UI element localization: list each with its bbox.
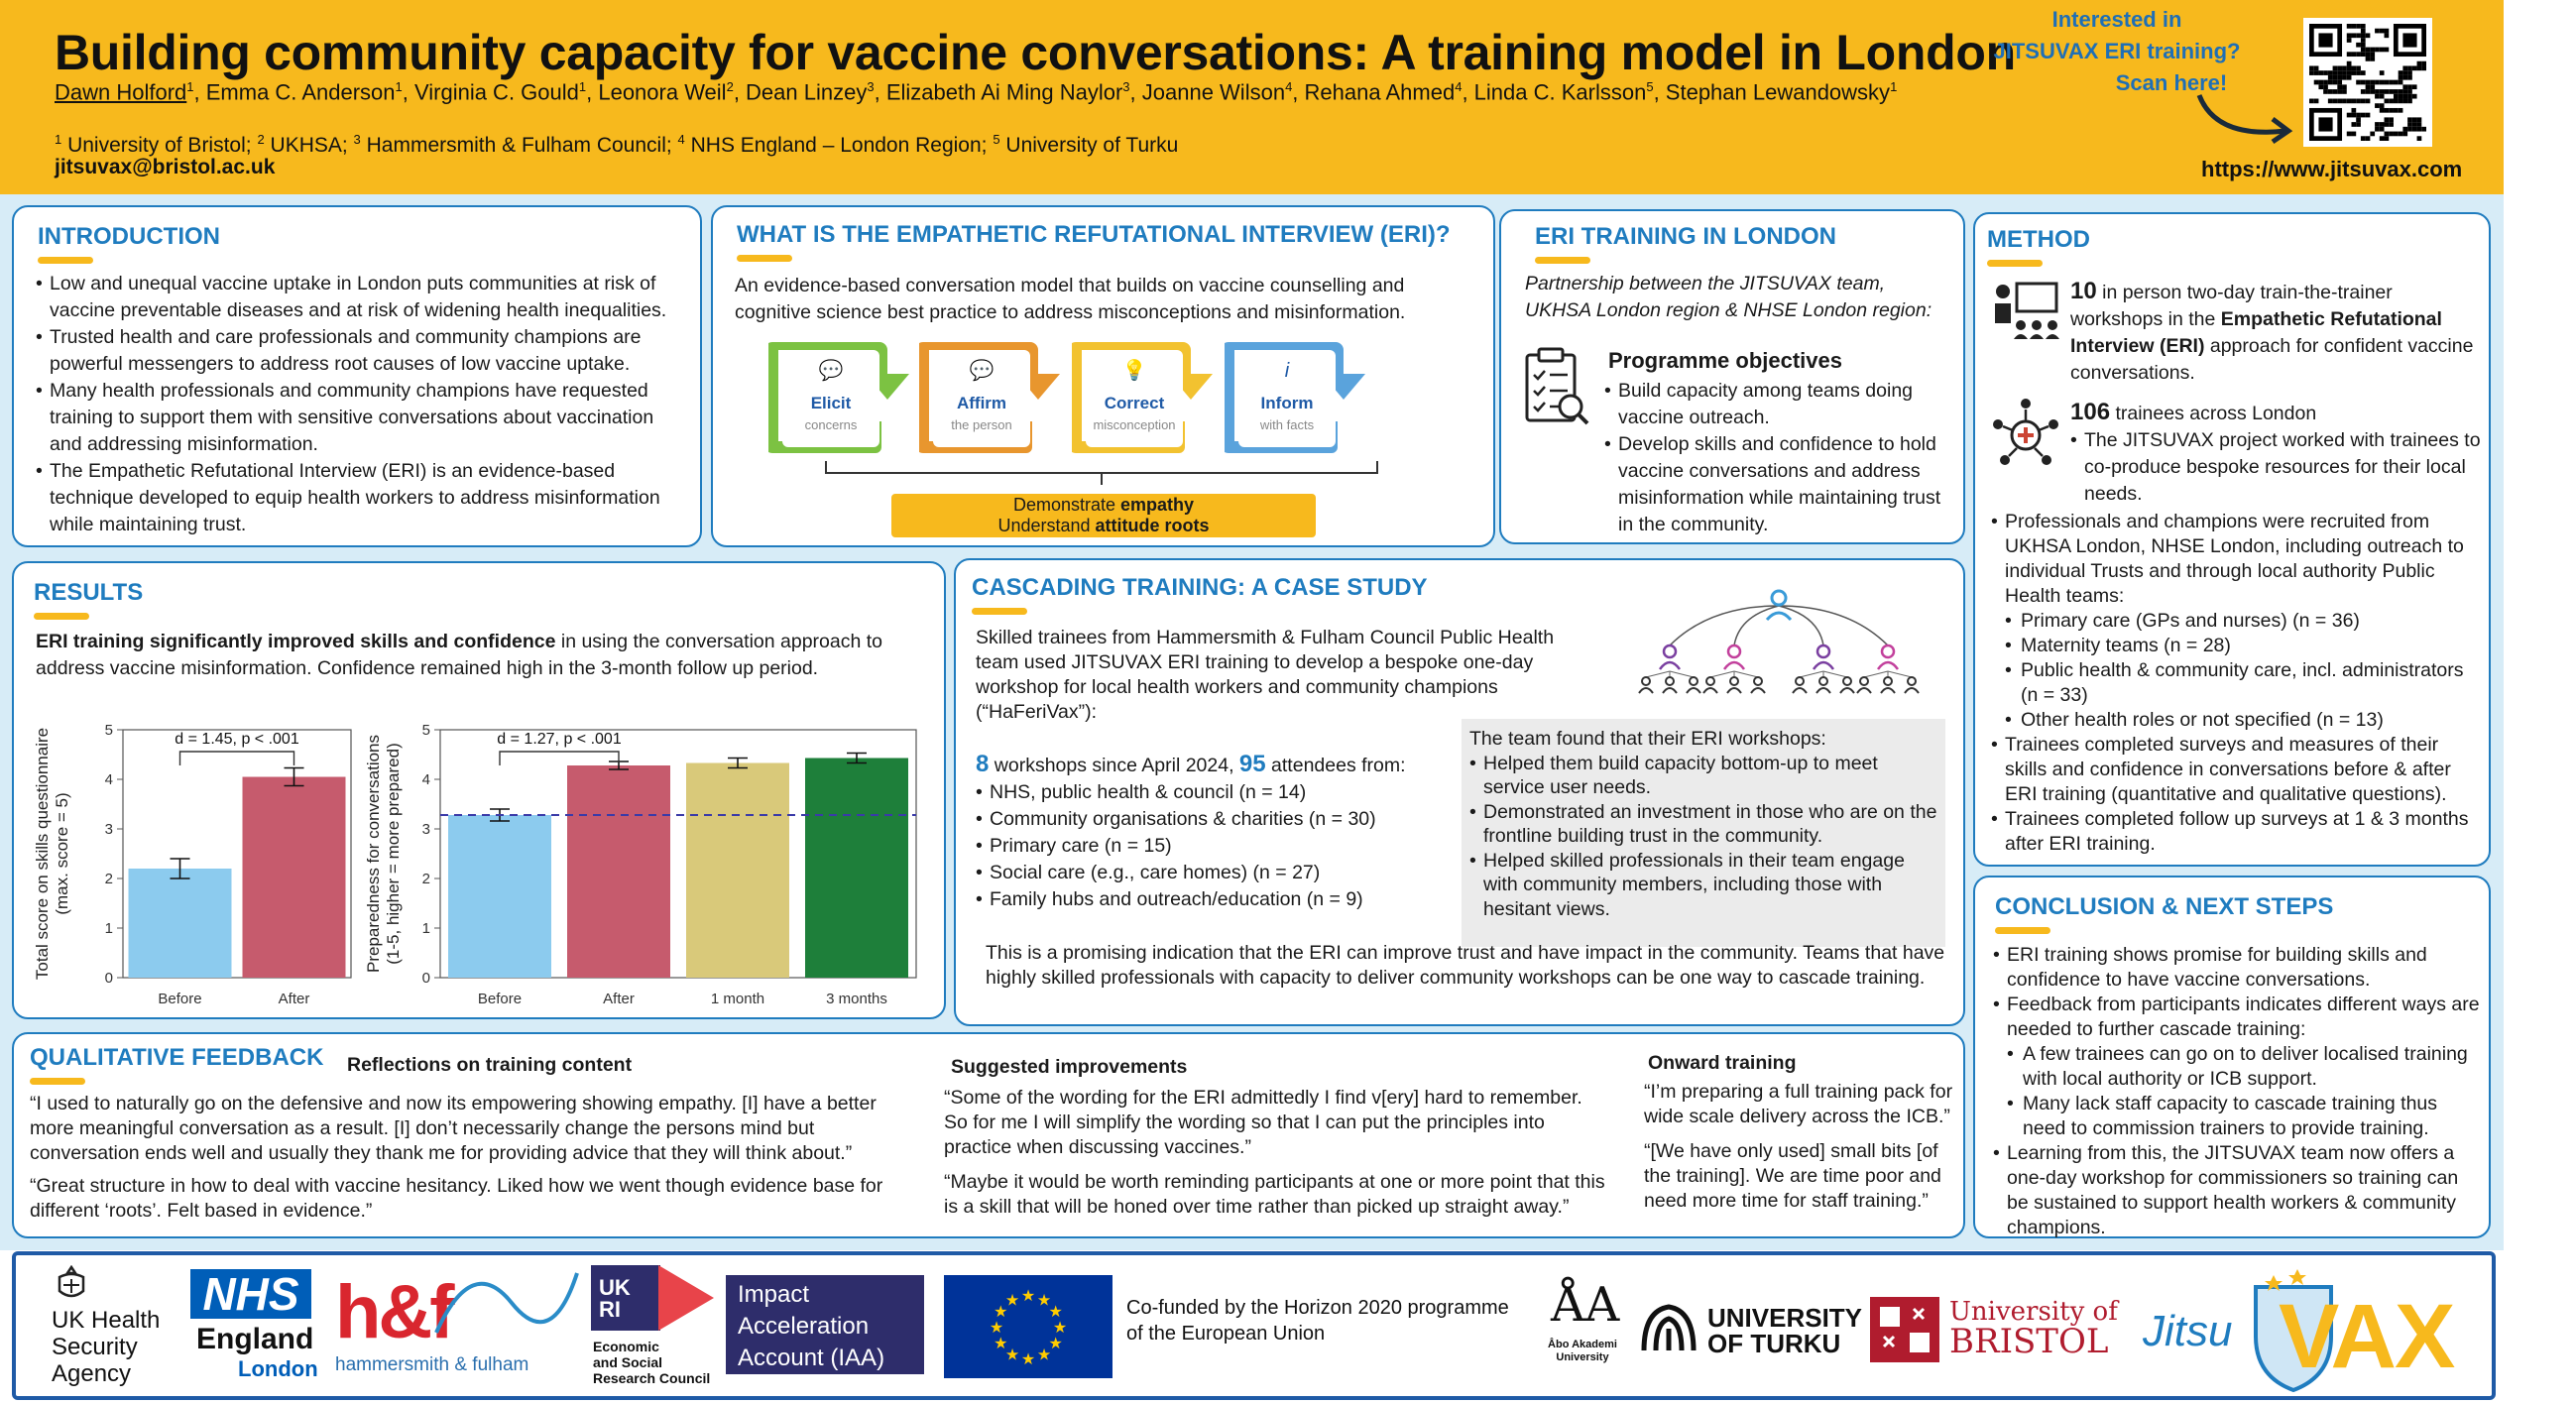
conclusion-panel <box>1973 876 2491 1238</box>
list-item: • Build capacity among teams doing vaccine outreach. <box>1604 378 1955 431</box>
star-icon: ★ <box>1020 1288 1036 1305</box>
method-heading: METHOD <box>1987 226 2090 253</box>
heading-underline <box>1535 257 1590 264</box>
river-swoosh-icon <box>432 1263 581 1343</box>
significance-label: d = 1.27, p < .001 <box>497 731 622 748</box>
connector <box>1710 671 1734 677</box>
qr-prompt-line: Interested in <box>2051 7 2182 32</box>
author-affiliation-number: 4 <box>1285 79 1293 94</box>
website-link[interactable]: https://www.jitsuvax.com <box>2201 157 2463 181</box>
findings-text <box>1469 727 1939 921</box>
list-item: • Low and unequal vaccine uptake in London puts communities at risk of vaccine preventable diseases and at risk of widening health inequalities. <box>36 271 690 324</box>
person-icon <box>1663 688 1677 693</box>
cascade-heading: CASCADING TRAINING: A CASE STUDY <box>972 574 1428 601</box>
y-tick-label: 3 <box>104 821 113 838</box>
person-icon <box>1908 677 1916 685</box>
text: trainees across London <box>2110 403 2317 424</box>
person-icon <box>1660 662 1680 669</box>
list-item: • Public health & community care, incl. administrators (n = 33) <box>1991 658 2483 708</box>
contact-email[interactable]: jitsuvax@bristol.ac.uk <box>55 156 276 178</box>
healthcare-network-icon <box>1985 395 2066 476</box>
ukhsa-logo <box>52 1307 160 1387</box>
cascade-intro: Skilled trainees from Hammersmith & Fulham Council Public Health team used JITSUVAX ERI training to develop a bespoke one-day workshop for local health workers and community champions (“HaFeriVax”): <box>976 627 1555 723</box>
person-icon <box>1687 688 1700 693</box>
feedback-panel <box>12 1032 1965 1238</box>
hf-text: hammersmith & fulham <box>335 1354 529 1375</box>
eri-panel <box>711 205 1495 547</box>
author-affiliation-number: 1 <box>395 79 403 94</box>
person-icon <box>1666 677 1674 685</box>
qr-code-icon[interactable] <box>2303 18 2432 147</box>
y-tick-label: 4 <box>421 771 430 788</box>
turku-text <box>1707 1305 1862 1356</box>
list-item: • Professionals and champions were recruited from UKHSA London, NHSE London, including outreach to individual Trusts and through local authority Public Health teams: <box>1991 510 2483 609</box>
objectives-title: Programme objectives <box>1608 348 1842 373</box>
connector <box>1670 671 1694 677</box>
eu-flag-icon <box>944 1275 1112 1378</box>
col2-title: Suggested improvements <box>951 1056 1188 1078</box>
person-icon <box>1905 688 1919 693</box>
list-item: • Helped skilled professionals in their team engage with community members, including those with hesitant views. <box>1469 849 1939 922</box>
cascade-panel <box>954 558 1965 1026</box>
method-workshops <box>2070 278 2481 387</box>
method-panel <box>1973 212 2491 867</box>
list-item: • Develop skills and confidence to hold vaccine conversations and address misinformation while maintaining trust in the community. <box>1604 431 1955 538</box>
affiliation-name: University of Turku <box>999 134 1179 157</box>
banner-text: Demonstrate <box>1012 495 1120 515</box>
quote: “I’m preparing a full training pack for wide scale delivery across the ICB.” <box>1644 1081 1953 1127</box>
star-icon: ★ <box>989 1320 1004 1337</box>
eri-step-icon: i <box>1284 360 1290 382</box>
author-affiliation-number: 1 <box>1890 79 1898 94</box>
author-name: Dawn Holford <box>55 79 187 105</box>
bar <box>805 759 908 979</box>
author-affiliation-number: 1 <box>186 79 194 94</box>
bracket <box>824 459 1379 485</box>
affiliation-number: 2 <box>257 132 265 147</box>
y-tick-label: 5 <box>104 722 113 739</box>
list-item: • Many health professionals and community champions have requested training to support them with sensitive conversations about vaccination and addressing misinformation. <box>36 378 690 458</box>
star-icon: ★ <box>1048 1336 1063 1352</box>
axis-label: (1-5, higher = more prepared) <box>384 743 403 965</box>
ukri-logo-text: UK RI <box>599 1275 631 1322</box>
jitsu-text: Jitsu <box>2143 1307 2233 1355</box>
training-heading: ERI TRAINING IN LONDON <box>1535 223 1836 250</box>
eri-step-subtitle: the person <box>951 417 1012 432</box>
logo-text: Research Council <box>593 1370 711 1386</box>
col3-title: Onward training <box>1648 1052 1797 1074</box>
y-tick-label: 5 <box>421 722 430 739</box>
person-icon <box>1843 677 1851 685</box>
training-panel <box>1499 209 1965 544</box>
logo-footer <box>12 1251 2496 1400</box>
person-icon <box>1754 677 1762 685</box>
person-icon <box>1881 688 1895 693</box>
y-tick-label: 2 <box>421 871 430 887</box>
person-icon <box>1860 677 1868 685</box>
list-item: • ERI training shows promise for building skills and confidence to have vaccine conversations. <box>1993 943 2483 993</box>
conclusion-text <box>1993 943 2483 1240</box>
affiliation-number: 4 <box>677 132 685 147</box>
bristol-crest-icon <box>1870 1297 1939 1362</box>
list-item: • Trusted health and care professionals and community champions are powerful messengers to address root causes of low vaccine uptake. <box>36 324 690 378</box>
logo-text: UK Health <box>52 1307 161 1334</box>
author-name: Rehana Ahmed <box>1304 79 1456 105</box>
person-icon <box>1793 688 1807 693</box>
x-tick-label: 3 months <box>826 991 887 1007</box>
author-name: Virginia C. Gould <box>413 79 579 105</box>
person-icon <box>1690 677 1698 685</box>
results-heading: RESULTS <box>34 579 144 606</box>
results-lead <box>36 629 928 682</box>
y-tick-label: 3 <box>421 821 430 838</box>
presenter-icon <box>1991 280 2060 345</box>
attendance-summary <box>976 751 1471 779</box>
logo-text: Security <box>52 1334 138 1360</box>
col1-title: Reflections on training content <box>347 1054 633 1076</box>
introduction-heading: INTRODUCTION <box>38 223 220 250</box>
person-icon <box>1817 645 1829 657</box>
star-icon: ★ <box>994 1336 1008 1352</box>
author-affiliation-number: 4 <box>1455 79 1463 94</box>
bar <box>448 815 551 978</box>
author-list: Dawn Holford$^1$, Emma C. Anderson$^1$, Virginia C. Gould$^1$, Leonora Weil$^2$, Dean Linzey$^3$, Elizabeth Ai Ming Naylor$^3$, Joanne Wilson$^4$, Rehana Ahmed$^4$, Linda C. Karlsson$^5$, Stephan Lewandowsky$^1$ <box>55 79 1898 105</box>
banner-text: Understand <box>997 516 1096 535</box>
list-item: • Feedback from participants indicates different ways are needed to further cascade training: <box>1993 993 2483 1042</box>
eri-step-subtitle: misconception <box>1093 417 1176 432</box>
heading-underline <box>34 613 89 620</box>
person-icon <box>1814 662 1833 669</box>
star-icon: ★ <box>994 1304 1008 1321</box>
eri-step-subtitle: with facts <box>1259 417 1315 432</box>
bar <box>129 869 232 978</box>
person-icon <box>1819 677 1827 685</box>
person-icon <box>1730 677 1738 685</box>
list-item: • A few trainees can go on to deliver localised training with local authority or ICB support. <box>1993 1042 2483 1092</box>
quote: “I used to naturally go on the defensive and now its empowering showing empathy. [I] have a better more meaningful conversation as a result. [I] don’t necessarily change the persons mind but conversation ends well and usually they thank me for providing advice that they will think about.” <box>30 1093 877 1164</box>
person-icon <box>1878 662 1898 669</box>
iaa-logo <box>726 1275 924 1374</box>
connector <box>1646 671 1670 677</box>
x-tick-label: After <box>603 991 635 1007</box>
author-affiliation-number: 3 <box>1122 79 1130 94</box>
affiliation-name: Hammersmith & Fulham Council <box>360 134 666 157</box>
text: in person two-day train-the-trainer workshops in the <box>2070 282 2393 330</box>
person-icon <box>1796 677 1804 685</box>
feedback-heading: QUALITATIVE FEEDBACK <box>30 1044 324 1071</box>
list-item: • Trainees completed follow up surveys at 1 & 3 months after ERI training. <box>1991 807 2483 857</box>
eu-funding-text <box>1126 1295 1509 1346</box>
star-icon: ★ <box>1020 1351 1036 1368</box>
author-affiliation-number: 2 <box>726 79 734 94</box>
star-icon: ★ <box>1052 1320 1068 1337</box>
banner-bold: empathy <box>1120 495 1195 515</box>
heading-underline <box>972 608 1027 615</box>
poster-header <box>0 0 2504 194</box>
significance-bracket <box>180 752 294 765</box>
author-name: Linda C. Karlsson <box>1473 79 1647 105</box>
cascade-hierarchy-icon <box>1630 586 1928 695</box>
logo-text: Impact <box>738 1281 810 1308</box>
heading-underline <box>1987 260 2043 267</box>
nhs-london-text: London <box>238 1356 318 1381</box>
vax-text: VAX <box>2279 1286 2454 1387</box>
star-icon: ★ <box>1004 1346 1020 1364</box>
eri-step-title: Affirm <box>956 394 1007 412</box>
axis-label: Preparedness for conversations <box>364 734 383 974</box>
arrow-icon <box>2191 87 2300 147</box>
significance-bracket <box>500 752 619 765</box>
poster-title: Building community capacity for vaccine conversations: A training model in London <box>55 25 2016 80</box>
text-bold: Empathetic Refutational Interview (ERI) <box>2070 308 2442 357</box>
introduction-panel <box>12 205 702 547</box>
logo-text: of the European Union <box>1126 1323 1326 1345</box>
bar <box>567 765 670 978</box>
person-icon <box>1751 688 1765 693</box>
conclusion-heading: CONCLUSION & NEXT STEPS <box>1995 893 2334 920</box>
person-icon <box>1882 645 1894 657</box>
banner-line <box>891 495 1316 516</box>
list-item: • Maternity teams (n = 28) <box>1991 634 2483 658</box>
x-tick-label: Before <box>477 991 523 1007</box>
connector <box>1734 671 1758 677</box>
logo-text: and Social <box>593 1354 663 1370</box>
empathy-banner <box>891 494 1316 537</box>
logo-text: University of <box>1949 1297 2118 1327</box>
workshops-count: 8 <box>976 751 990 777</box>
person-icon <box>1857 688 1871 693</box>
heading-underline <box>1995 927 2050 934</box>
list-item: • Family hubs and outreach/education (n = 9) <box>976 886 1471 913</box>
banner-line <box>891 516 1316 536</box>
eri-step-icon: 💬 <box>818 360 844 382</box>
eri-step-icon: 💡 <box>1121 360 1147 382</box>
person-icon <box>1724 662 1744 669</box>
attendees-count: 95 <box>1238 751 1266 777</box>
logo-text: UNIVERSITY <box>1707 1303 1863 1333</box>
list-item: • Many lack staff capacity to cascade training thus need to commission trainers to provide training. <box>1993 1092 2483 1141</box>
author-affiliation-number: 5 <box>1646 79 1654 94</box>
affiliation-number: 3 <box>353 132 361 147</box>
skills-bar-chart <box>32 700 369 1017</box>
y-tick-label: 0 <box>421 970 430 987</box>
quote: “[We have only used] small bits [of the training]. We are time poor and need more time for staff training.” <box>1644 1140 1941 1212</box>
trainees-count: 106 <box>2070 399 2111 425</box>
col1-quotes <box>30 1092 912 1224</box>
author-name: Emma C. Anderson <box>205 79 396 105</box>
axis-label: Total score on skills questionnaire <box>33 727 52 981</box>
quote: “Great structure in how to deal with vaccine hesitancy. Liked how we went though evidence base for different ‘roots’. Felt based in evidence.” <box>30 1175 883 1222</box>
affiliation-name: UKHSA <box>264 134 342 157</box>
person-icon <box>1639 688 1653 693</box>
eri-step-icon: 💬 <box>969 360 995 382</box>
author-affiliation-number: 3 <box>867 79 875 94</box>
star-icon: ★ <box>1036 1292 1052 1310</box>
author-name: Stephan Lewandowsky <box>1665 79 1891 105</box>
qr-prompt-line: Scan here! <box>2115 70 2228 95</box>
logo-text: BRISTOL <box>1949 1322 2109 1361</box>
heading-underline <box>737 255 792 262</box>
preparedness-bar-chart <box>363 700 928 1017</box>
quote: “Some of the wording for the ERI admittedly I find v[ery] hard to remember. So for me I will simplify the wording so that I can put the principles into practice when discussing vaccines.” <box>944 1087 1582 1158</box>
logo-text: Economic <box>593 1339 659 1354</box>
eri-step-title: Inform <box>1260 394 1314 412</box>
logo-text: Account (IAA) <box>738 1345 885 1371</box>
qr-prompt-line: JITSUVAX ERI training? <box>1993 39 2241 63</box>
connector <box>1864 671 1888 677</box>
heading-underline <box>30 1078 85 1085</box>
list-item: • The JITSUVAX project worked with trainees to co-produce bespoke resources for their local needs. <box>2070 427 2481 508</box>
method-details <box>1991 510 2483 857</box>
list-item: • The Empathetic Refutational Interview (ERI) is an evidence-based technique developed to equip health workers to address misinformation while maintaining trust. <box>36 458 690 538</box>
logo-text: Agency <box>52 1360 132 1387</box>
person-icon <box>1727 688 1741 693</box>
training-partnership: Partnership between the JITSUVAX team, UKHSA London region & NHSE London region: <box>1525 273 1932 321</box>
conference-sidebar <box>2504 0 2576 1404</box>
method-trainees <box>2070 399 2481 508</box>
bristol-text <box>1949 1297 2118 1361</box>
bar <box>243 777 346 979</box>
quote: “Maybe it would be worth reminding participants at one or more point that this is a skill that will be honed over time rather than picked up straight away.” <box>944 1171 1605 1218</box>
list-item: • Helped them build capacity bottom-up to meet service user needs. <box>1469 752 1939 800</box>
list-item: • Learning from this, the JITSUVAX team now offers a one-day workshop for commissioners so training can be sustained to support health workers & community champions. <box>1993 1141 2483 1240</box>
heading-underline <box>38 257 93 264</box>
list-item: • Demonstrated an investment in those who are on the frontline building trust in the community. <box>1469 800 1939 849</box>
significance-label: d = 1.45, p < .001 <box>175 731 299 748</box>
eri-step-title: Elicit <box>810 394 852 412</box>
person-icon <box>1703 688 1717 693</box>
logo-text: Co-funded by the Horizon 2020 programme <box>1126 1297 1509 1319</box>
eri-heading: WHAT IS THE EMPATHETIC REFUTATIONAL INTERVIEW (ERI)? <box>737 221 1451 248</box>
y-tick-label: 1 <box>421 920 430 937</box>
eri-intro: An evidence-based conversation model that builds on vaccine counselling and cognitive science best practice to address misconceptions and misinformation. <box>735 275 1406 323</box>
cascade-attendance <box>976 751 1471 913</box>
star-icon: ★ <box>1036 1346 1052 1364</box>
star-icon: ★ <box>1004 1292 1020 1310</box>
author-affiliation-number: 1 <box>578 79 587 94</box>
abo-logo: ÅA <box>1551 1277 1620 1333</box>
esrc-text <box>593 1339 710 1386</box>
person-icon <box>1884 677 1892 685</box>
list-item: • NHS, public health & council (n = 14) <box>976 779 1471 806</box>
nhs-logo: NHS <box>190 1269 311 1319</box>
person-icon <box>1728 645 1740 657</box>
workshops-count: 10 <box>2070 278 2097 304</box>
text-bold: ERI training significantly improved skills and confidence <box>36 631 556 652</box>
col3-quotes <box>1644 1080 1953 1214</box>
results-panel <box>12 561 946 1019</box>
clipboard-checklist-icon <box>1521 345 1590 426</box>
eri-step-subtitle: concerns <box>804 417 858 432</box>
person-icon <box>1840 688 1854 693</box>
connector <box>1800 671 1823 677</box>
list-item: • Primary care (n = 15) <box>976 833 1471 860</box>
list-item: • Other health roles or not specified (n = 13) <box>1991 708 2483 733</box>
person-icon <box>1642 677 1650 685</box>
y-tick-label: 4 <box>104 771 113 788</box>
connector <box>1823 671 1847 677</box>
affiliation-number: 5 <box>993 132 1000 147</box>
person-icon <box>1664 645 1676 657</box>
introduction-text <box>36 271 690 538</box>
objectives-list <box>1604 378 1955 538</box>
text: attendees from: <box>1265 755 1406 776</box>
logo-text: University <box>1556 1351 1609 1363</box>
eri-step-title: Correct <box>1104 394 1165 412</box>
cascade-conclusion: This is a promising indication that the ERI can improve trust and have impact in the community. Teams that have highly skilled professionals with capacity to deliver community workshops can be one way to cascade training. <box>986 942 1945 989</box>
y-tick-label: 1 <box>104 920 113 937</box>
axis-label: (max. score = 5) <box>53 792 71 915</box>
list-item: • Social care (e.g., care homes) (n = 27) <box>976 860 1471 886</box>
qr-prompt <box>1958 4 2276 99</box>
star-icon: ★ <box>1048 1304 1063 1321</box>
ukri-chevron-icon <box>658 1265 714 1331</box>
person-icon <box>1706 677 1714 685</box>
col2-quotes <box>944 1086 1608 1220</box>
text: in using the conversation approach to address vaccine misinformation. Confidence remained high in the 3-month follow up period. <box>36 631 883 679</box>
person-icon <box>1816 688 1830 693</box>
x-tick-label: After <box>278 991 310 1007</box>
abo-text <box>1543 1339 1622 1364</box>
banner-bold: attitude roots <box>1095 516 1210 535</box>
nhs-england-text: England <box>196 1323 314 1355</box>
royal-crest-icon <box>52 1265 91 1301</box>
author-name: Elizabeth Ai Ming Naylor <box>885 79 1123 105</box>
author-name: Leonora Weil <box>598 79 727 105</box>
logo-text: Åbo Akademi <box>1548 1339 1617 1350</box>
affiliation-number: 1 <box>55 132 62 147</box>
list-item: • Community organisations & charities (n = 30) <box>976 806 1471 833</box>
affiliation-name: University of Bristol <box>61 134 246 157</box>
affiliation-name: NHS England – London Region <box>684 134 982 157</box>
findings-title: The team found that their ERI workshops: <box>1469 728 1826 750</box>
logo-text: Acceleration <box>738 1313 870 1340</box>
list-item: • Primary care (GPs and nurses) (n = 36) <box>1991 609 2483 634</box>
y-tick-label: 0 <box>104 970 113 987</box>
text: workshops since April 2024, <box>989 755 1239 776</box>
y-tick-label: 2 <box>104 871 113 887</box>
list-item: • Trainees completed surveys and measures of their skills and confidence in conversations before & after ERI training (quantitative and qualitative questions). <box>1991 733 2483 807</box>
bar <box>686 763 789 979</box>
affiliations: $^1$ University of Bristol; $^2$ UKHSA; $^3$ Hammersmith & Fulham Council; $^4$ NHS England – London Region; $^5$ University of Turku <box>55 132 1179 157</box>
turku-emblem-icon <box>1638 1301 1699 1356</box>
x-tick-label: Before <box>158 991 202 1007</box>
author-name: Dean Linzey <box>746 79 868 105</box>
connector <box>1888 671 1912 677</box>
logo-text: OF TURKU <box>1707 1329 1841 1358</box>
text: approach for confident vaccine conversations. <box>2070 335 2474 384</box>
author-name: Joanne Wilson <box>1141 79 1286 105</box>
hf-logo: h&f <box>335 1270 452 1354</box>
x-tick-label: 1 month <box>710 991 765 1007</box>
